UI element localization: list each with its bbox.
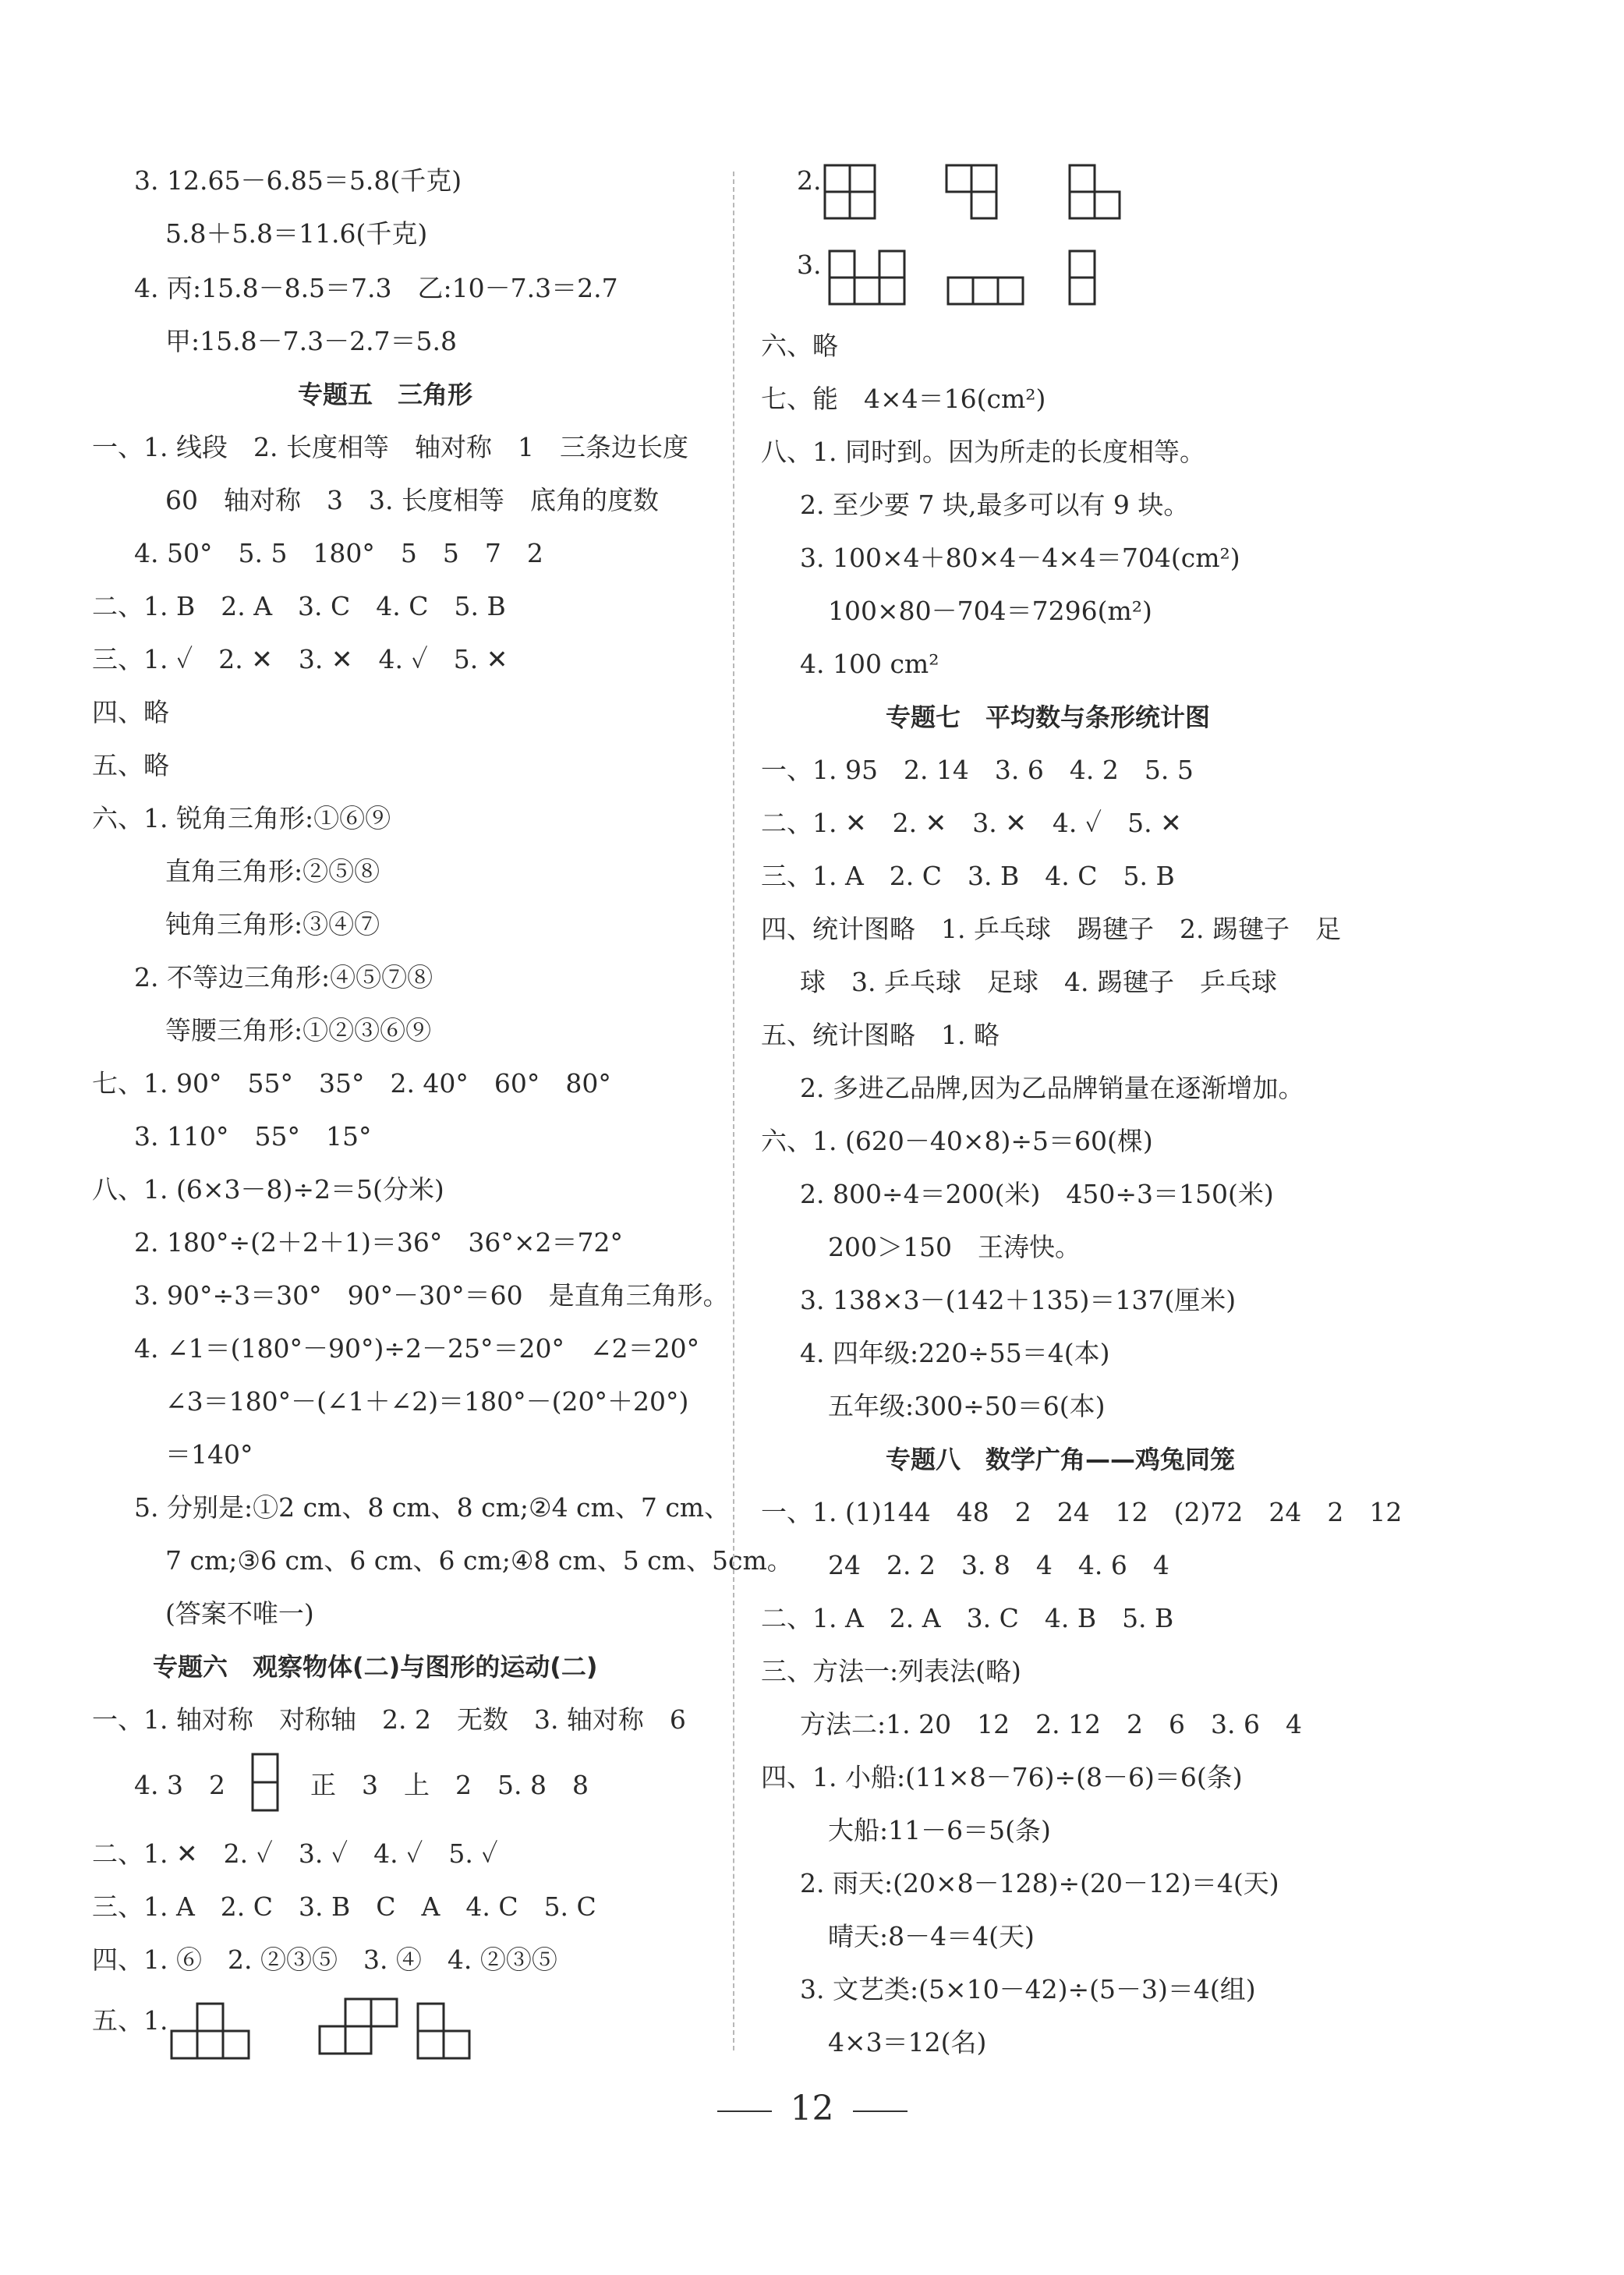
page-number-text: 12 bbox=[790, 2089, 834, 2128]
section-heading: 专题六 观察物体(二)与图形的运动(二) bbox=[153, 1652, 598, 1682]
answer-line: 2. 800÷4＝200(米) 450÷3＝150(米) bbox=[800, 1179, 1274, 1209]
answer-line: 七、1. 90° 55° 35° 2. 40° 60° 80° bbox=[92, 1068, 611, 1099]
answer-line: 4×3＝12(名) bbox=[828, 2027, 987, 2057]
answer-line: 24 2. 2 3. 8 4 4. 6 4 bbox=[828, 1550, 1169, 1580]
answer-line: 3. 110° 55° 15° bbox=[134, 1121, 372, 1152]
answer-line: 二、1. B 2. A 3. C 4. C 5. B bbox=[92, 591, 506, 621]
answer-line: 2. 至少要 7 块,最多可以有 9 块。 bbox=[800, 490, 1190, 520]
answer-line: 五年级:300÷50＝6(本) bbox=[828, 1391, 1106, 1421]
answer-line: 4. ∠1＝(180°－90°)÷2－25°＝20° ∠2＝20° bbox=[134, 1333, 700, 1364]
cube-view-figure bbox=[945, 164, 1000, 220]
answer-line: 60 轴对称 3 3. 长度相等 底角的度数 bbox=[165, 485, 659, 515]
answer-line: 六、略 bbox=[761, 331, 838, 361]
answer-line: 八、1. (6×3－8)÷2＝5(分米) bbox=[92, 1174, 444, 1205]
answer-line: 5.8＋5.8＝11.6(千克) bbox=[165, 218, 428, 249]
answer-line: 七、能 4×4＝16(cm²) bbox=[761, 384, 1046, 414]
answer-line: 晴天:8－4＝4(天) bbox=[828, 1921, 1035, 1951]
answer-line: 三、方法一:列表法(略) bbox=[761, 1656, 1021, 1686]
answer-line: 4. 100 cm² bbox=[800, 649, 939, 679]
answer-line: 3. 138×3－(142＋135)＝137(厘米) bbox=[800, 1285, 1237, 1315]
answer-line: ∠3＝180°－(∠1＋∠2)＝180°－(20°＋20°) bbox=[165, 1386, 689, 1417]
answer-line: 五、1. bbox=[92, 2005, 168, 2036]
answer-line: 等腰三角形:①②③⑥⑨ bbox=[165, 1015, 432, 1046]
column-divider bbox=[733, 172, 734, 2050]
answer-line: 3. 100×4＋80×4－4×4＝704(cm²) bbox=[800, 543, 1240, 573]
answer-line: 2. bbox=[797, 165, 822, 196]
answer-line: 大船:11－6＝5(条) bbox=[828, 1815, 1051, 1845]
answer-line: 2. 多进乙品牌,因为乙品牌销量在逐渐增加。 bbox=[800, 1073, 1304, 1103]
answer-line: 甲:15.8－7.3－2.7＝5.8 bbox=[165, 326, 458, 356]
answer-line: 二、1. ✕ 2. ✕ 3. ✕ 4. ✓ 5. ✕ bbox=[761, 808, 1182, 838]
answer-line: 正 3 上 2 5. 8 8 bbox=[310, 1770, 589, 1800]
answer-line: 100×80－704＝7296(m²) bbox=[828, 596, 1152, 626]
answer-line: 三、1. A 2. C 3. B 4. C 5. B bbox=[761, 861, 1175, 891]
cube-view-figure bbox=[170, 2002, 251, 2060]
answer-line: 六、1. 锐角三角形:①⑥⑨ bbox=[92, 803, 391, 833]
answer-line: 3. 90°÷3＝30° 90°－30°＝60 是直角三角形。 bbox=[134, 1280, 729, 1311]
answer-line: ＝140° bbox=[165, 1439, 253, 1470]
answer-line: 八、1. 同时到。因为所走的长度相等。 bbox=[761, 437, 1205, 467]
answer-line: 一、1. 线段 2. 长度相等 轴对称 1 三条边长度 bbox=[92, 432, 688, 462]
answer-line: 4. 3 2 bbox=[134, 1770, 225, 1800]
answer-line: 一、1. (1)144 48 2 24 12 (2)72 24 2 12 bbox=[761, 1497, 1403, 1527]
answer-line: (答案不唯一) bbox=[165, 1598, 314, 1629]
page-number-dash bbox=[853, 2110, 908, 2112]
answer-line: 3. bbox=[797, 249, 822, 280]
answer-line: 六、1. (620－40×8)÷5＝60(棵) bbox=[761, 1126, 1153, 1156]
answer-line: 200＞150 王涛快。 bbox=[828, 1232, 1081, 1262]
cube-view-figure bbox=[823, 164, 878, 220]
answer-line: 4. 四年级:220÷55＝4(本) bbox=[800, 1338, 1110, 1368]
answer-line: 五、统计图略 1. 略 bbox=[761, 1020, 1000, 1050]
cube-view-figure bbox=[1068, 249, 1098, 306]
cube-view-figure bbox=[416, 2002, 472, 2060]
answer-line: 一、1. 轴对称 对称轴 2. 2 无数 3. 轴对称 6 bbox=[92, 1704, 686, 1735]
answer-line: 三、1. A 2. C 3. B C A 4. C 5. C bbox=[92, 1891, 596, 1922]
answer-line: 4. 丙:15.8－8.5＝7.3 乙:10－7.3＝2.7 bbox=[134, 273, 618, 303]
section-heading: 专题七 平均数与条形统计图 bbox=[886, 702, 1211, 732]
answer-line: 球 3. 乒乓球 足球 4. 踢毽子 乒乓球 bbox=[800, 967, 1277, 997]
answer-line: 四、略 bbox=[92, 697, 169, 727]
answer-line: 3. 12.65－6.85＝5.8(千克) bbox=[134, 165, 462, 196]
answer-line: 四、1. 小船:(11×8－76)÷(8－6)＝6(条) bbox=[761, 1762, 1243, 1792]
answer-line: 2. 180°÷(2＋2＋1)＝36° 36°×2＝72° bbox=[134, 1227, 623, 1258]
answer-line: 方法二:1. 20 12 2. 12 2 6 3. 6 4 bbox=[800, 1709, 1302, 1739]
cube-view-figure bbox=[828, 249, 908, 306]
answer-line: 二、1. ✕ 2. ✓ 3. ✓ 4. ✓ 5. ✓ bbox=[92, 1838, 498, 1869]
page-number bbox=[0, 2089, 1624, 2128]
answer-line: 二、1. A 2. A 3. C 4. B 5. B bbox=[761, 1603, 1174, 1633]
answer-line: 五、略 bbox=[92, 750, 169, 780]
page-number-dash bbox=[717, 2110, 772, 2112]
answer-line: 四、1. ⑥ 2. ②③⑤ 3. ④ 4. ②③⑤ bbox=[92, 1944, 557, 1975]
section-heading: 专题八 数学广角——鸡兔同笼 bbox=[886, 1445, 1236, 1474]
answer-line: 7 cm;③6 cm、6 cm、6 cm;④8 cm、5 cm、5cm。 bbox=[165, 1545, 793, 1576]
answer-line: 2. 雨天:(20×8－128)÷(20－12)＝4(天) bbox=[800, 1868, 1279, 1898]
answer-line: 钝角三角形:③④⑦ bbox=[165, 909, 380, 939]
cube-view-figure bbox=[318, 1997, 399, 2055]
answer-line: 5. 分别是:①2 cm、8 cm、8 cm;②4 cm、7 cm、 bbox=[134, 1492, 731, 1523]
cube-view-figure bbox=[946, 276, 1026, 306]
section-heading: 专题五 三角形 bbox=[298, 380, 473, 409]
answer-line: 2. 不等边三角形:④⑤⑦⑧ bbox=[134, 962, 433, 992]
answer-line: 一、1. 95 2. 14 3. 6 4. 2 5. 5 bbox=[761, 755, 1194, 785]
answer-line: 4. 50° 5. 5 180° 5 5 7 2 bbox=[134, 538, 543, 568]
answer-line: 四、统计图略 1. 乒乓球 踢毽子 2. 踢毽子 足 bbox=[761, 914, 1341, 944]
rectangle-figure bbox=[251, 1753, 279, 1812]
answer-line: 直角三角形:②⑤⑧ bbox=[165, 856, 380, 886]
answer-line: 3. 文艺类:(5×10－42)÷(5－3)＝4(组) bbox=[800, 1974, 1256, 2004]
cube-view-figure bbox=[1068, 164, 1123, 220]
answer-line: 三、1. ✓ 2. ✕ 3. ✕ 4. ✓ 5. ✕ bbox=[92, 644, 508, 674]
